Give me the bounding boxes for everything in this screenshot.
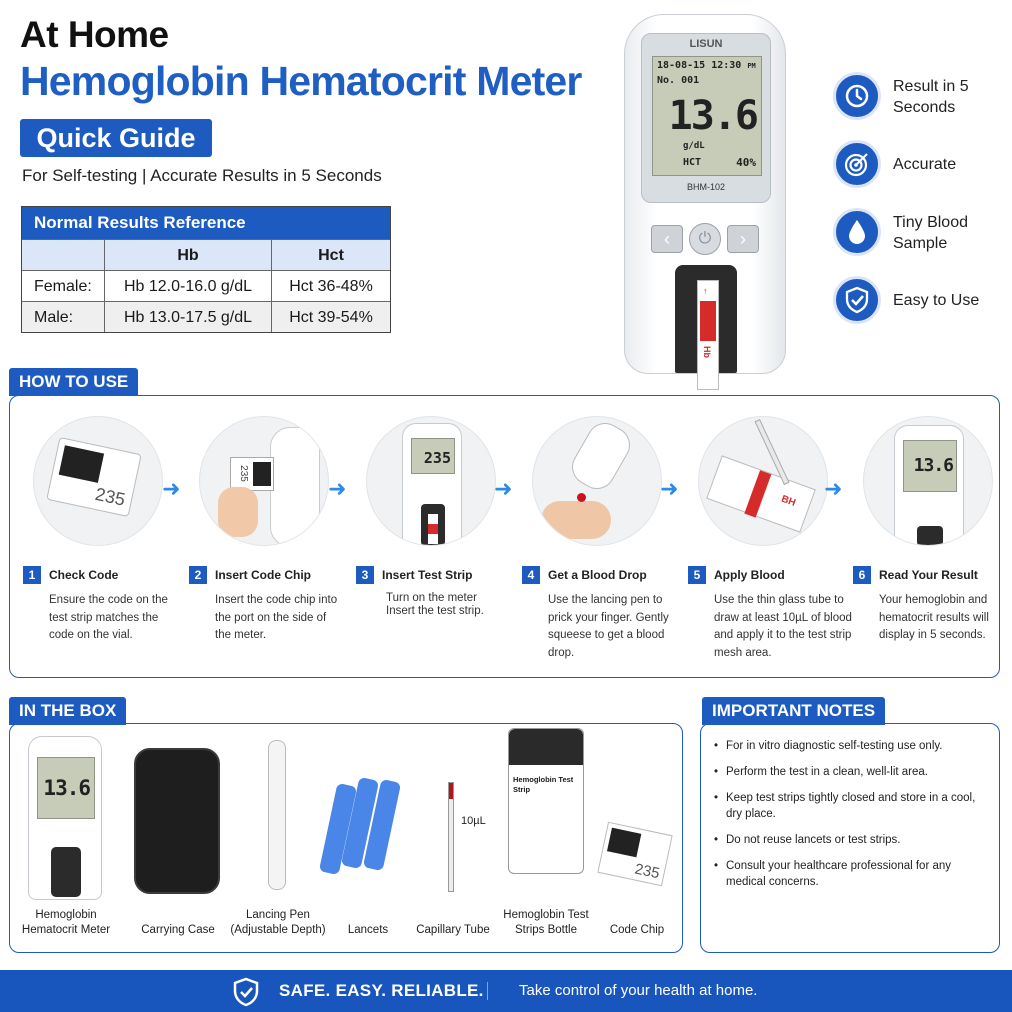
reference-row-hb: Hb 12.0-16.0 g/dL: [105, 271, 272, 301]
feature-label: Accurate: [893, 156, 957, 173]
hero-meter: [620, 14, 790, 384]
blood-drop-icon: [577, 493, 586, 502]
capillary-tube-illustration: [448, 782, 454, 892]
arrow-right-icon: ➜: [660, 476, 679, 501]
meter-illustration: [402, 423, 462, 546]
footer-slogan: SAFE. EASY. RELIABLE.: [279, 981, 484, 1000]
box-item-label: Lancets: [347, 924, 389, 936]
finger-illustration: [541, 501, 611, 539]
reference-row-label: Female:: [22, 271, 105, 301]
reference-row-male: [22, 301, 390, 332]
carrying-case-illustration: [134, 748, 220, 894]
subtitle: For Self-testing | Accurate Results in 5 Seconds: [22, 166, 382, 185]
box-item-label: Carrying Case: [141, 924, 215, 936]
feature-item: [833, 72, 1008, 122]
lcd-unit: g/dL: [683, 141, 705, 151]
step-description: Use the lancing pen to prick your finger. Gently squeese to get a blood drop.: [548, 594, 669, 659]
tube-red-tip: [449, 783, 453, 799]
step-number: 5: [688, 566, 706, 584]
reference-header-empty: [22, 240, 105, 270]
step-description: Ensure the code on the test strip matches the code on the vial.: [49, 594, 168, 641]
meter-left-button: ‹: [651, 225, 683, 253]
quick-guide-badge: Quick Guide: [20, 119, 212, 157]
mini-lcd: [411, 438, 455, 474]
step-description: Use the thin glass tube to draw at least 10µL of blood and apply it to the test strip mesh area.: [714, 594, 852, 659]
meter-body: [624, 14, 786, 374]
box-item-label: Hemoglobin Hematocrit Meter: [21, 909, 111, 936]
shield-check-icon: [232, 977, 260, 1007]
step-title: Insert Test Strip: [382, 568, 473, 582]
box-meter-illustration: [28, 736, 102, 900]
step-number: 1: [23, 566, 41, 584]
box-item-label: Capillary Tube: [416, 924, 490, 936]
meter-side-illustration: [270, 427, 320, 546]
chip-code: 235: [93, 483, 127, 510]
lcd-hct-label: HCT: [683, 157, 702, 168]
fingers-illustration: [218, 487, 258, 537]
arrow-right-icon: ➜: [328, 476, 347, 501]
step-title: Read Your Result: [879, 568, 978, 582]
notes-list: [711, 738, 991, 900]
test-strip: [697, 280, 719, 390]
in-the-box-title: IN THE BOX: [9, 697, 126, 725]
box-item-label: Hemoglobin Test Strips Bottle: [503, 909, 589, 936]
chip-code: 235: [633, 860, 662, 883]
note-item: • For in vitro diagnostic self-testing use only.: [711, 738, 991, 754]
meter-model: BHM-102: [686, 182, 725, 192]
step-4: [522, 416, 672, 676]
step-number: 4: [522, 566, 540, 584]
lcd-hct-value: 40%: [736, 156, 756, 169]
power-icon: ⏻: [689, 223, 721, 255]
code-chip-illustration: [230, 457, 274, 491]
lcd-date: 18-08-15: [657, 60, 706, 71]
strip-port: [917, 526, 943, 546]
strip-arrow-icon: ↑: [703, 286, 708, 296]
feature-item: [833, 140, 1008, 190]
note-item: • Consult your healthcare professional for any medical concerns.: [711, 858, 991, 890]
note-item: • Keep test strips tightly closed and store in a cool, dry place.: [711, 790, 991, 822]
step-5: [688, 416, 852, 676]
note-item: • Do not reuse lancets or test strips.: [711, 832, 991, 848]
reference-header-row: [22, 239, 390, 270]
code-chip-illustration: [597, 822, 672, 887]
arrow-right-icon: ➜: [162, 476, 181, 501]
meter-brand-logo: LISUN: [689, 38, 723, 50]
footer-banner: [0, 970, 1012, 1012]
bottle-cap: [509, 729, 583, 765]
reference-table-title: Normal Results Reference: [22, 207, 390, 239]
lcd-record-number: No. 001: [657, 75, 700, 86]
test-strip-illustration: [706, 455, 816, 532]
box-item-label: Code Chip: [609, 924, 665, 936]
arrow-right-icon: ➜: [494, 476, 513, 501]
reference-row-hct: Hct 36-48%: [289, 278, 373, 295]
step-6-image: [863, 416, 993, 546]
chip-code: 235: [237, 465, 249, 482]
strip-red-band: [700, 301, 716, 341]
note-item: • Perform the test in a clean, well-lit area.: [711, 764, 991, 780]
step-title: Insert Code Chip: [215, 568, 312, 582]
lancing-pen-illustration: [268, 740, 286, 890]
step-number: 2: [189, 566, 207, 584]
reference-row-hct: Hct 39-54%: [289, 309, 373, 326]
step-1: [23, 416, 173, 676]
tube-marking: 10µL: [461, 815, 486, 827]
step-description: Insert the code chip into the port on the side of the meter.: [215, 594, 338, 641]
mini-lcd: [903, 440, 957, 492]
footer-tagline: Take control of your health at home.: [519, 982, 758, 999]
chip-contacts: [253, 462, 271, 486]
lcd-datetime: [657, 60, 756, 71]
step-number: 6: [853, 566, 871, 584]
step-description: Turn on the meter Insert the test strip.: [386, 592, 484, 617]
strip-label: BH: [779, 493, 798, 509]
lcd-reading: 13.6: [43, 776, 90, 800]
lcd-reading: 13.6: [913, 455, 953, 476]
strip-label: Hb: [702, 346, 712, 358]
feature-label: Easy to Use: [893, 292, 980, 309]
step-title: Get a Blood Drop: [548, 568, 647, 582]
code-chip-illustration: [46, 437, 141, 517]
chip-contacts: [59, 445, 104, 483]
mini-lcd: [37, 757, 95, 819]
strip-port: [51, 847, 81, 897]
shield-check-icon: [833, 276, 881, 324]
reference-header-hct: Hct: [318, 247, 344, 264]
feature-label: Tiny Blood Sample: [893, 214, 968, 252]
step-2: [189, 416, 339, 676]
important-notes-panel: [700, 723, 1000, 953]
step-description: Your hemoglobin and hematocrit results will display in 5 seconds.: [879, 594, 989, 641]
important-notes-title: IMPORTANT NOTES: [702, 697, 885, 725]
strips-bottle-illustration: [508, 728, 584, 874]
step-4-image: [532, 416, 662, 546]
title-line-2: Hemoglobin Hematocrit Meter: [20, 58, 582, 104]
meter-screen-frame: [641, 33, 771, 203]
lcd-time: 12:30: [711, 60, 742, 71]
lancing-pen-illustration: [565, 416, 636, 495]
lcd-pm: PM: [747, 62, 756, 70]
meter-lcd: [652, 56, 762, 176]
test-strip: [428, 514, 438, 544]
how-to-use-panel: [9, 395, 1000, 678]
step-title: Check Code: [49, 568, 119, 582]
reference-row-hb: Hb 13.0-17.5 g/dL: [105, 302, 272, 332]
footer-divider: [487, 982, 488, 1000]
step-2-image: [199, 416, 329, 546]
box-item-label: Lancing Pen (Adjustable Depth): [230, 909, 326, 936]
feature-item: [833, 208, 1008, 258]
step-3-image: [366, 416, 496, 546]
reference-row-female: [22, 270, 390, 301]
how-to-use-title: HOW TO USE: [9, 368, 138, 396]
reference-row-label: Male:: [22, 302, 105, 332]
step-5-image: [698, 416, 828, 546]
blood-drop-icon: [833, 208, 881, 256]
lcd-reading: 13.6: [668, 93, 757, 139]
bottle-label: Hemoglobin Test Strip: [513, 775, 574, 794]
chip-contacts: [607, 828, 641, 858]
strip-red-band: [744, 470, 771, 517]
reference-header-hb: Hb: [105, 240, 272, 270]
arrow-right-icon: ➜: [824, 476, 843, 501]
lcd-code: 235: [423, 449, 451, 467]
strip-red-band: [428, 524, 438, 534]
title-line-1: At Home: [20, 14, 169, 55]
step-1-image: [33, 416, 163, 546]
in-the-box-panel: [9, 723, 683, 953]
step-title: Apply Blood: [714, 568, 785, 582]
clock-icon: [833, 72, 881, 120]
meter-illustration: [894, 425, 964, 546]
meter-right-button: ›: [727, 225, 759, 253]
step-3: [356, 416, 506, 676]
feature-label: Result in 5 Seconds: [893, 78, 969, 116]
target-icon: [833, 140, 881, 188]
step-6: [853, 416, 1003, 676]
reference-table: [21, 206, 391, 333]
feature-item: [833, 276, 1008, 326]
step-number: 3: [356, 566, 374, 584]
